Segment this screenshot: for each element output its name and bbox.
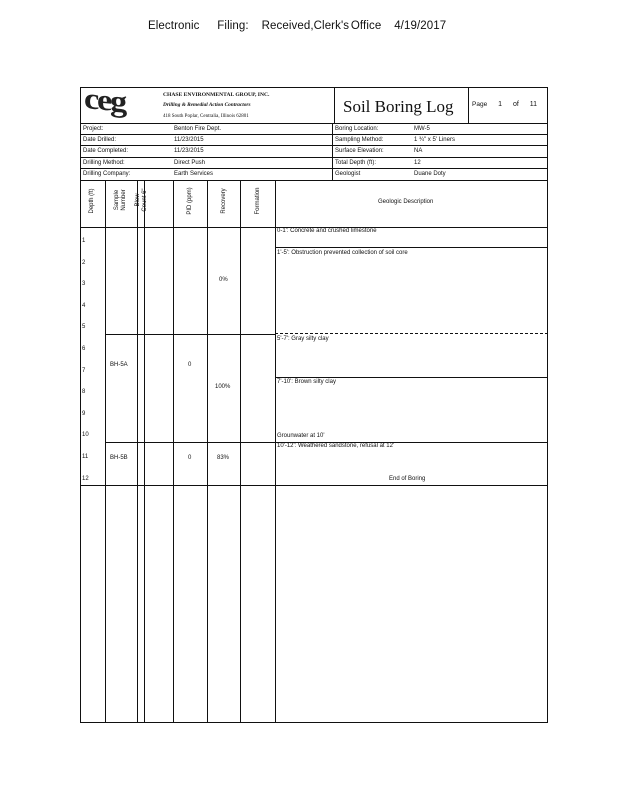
info-sampling-method-value: 1 ¾" x 5' Liners — [414, 137, 455, 143]
stamp-office: Office — [350, 20, 382, 32]
description-1: 0-1': Concrete and crushed limestone — [277, 228, 377, 234]
depth-8: 8 — [82, 389, 86, 395]
info-sampling-method-label: Sampling Method: — [335, 137, 384, 143]
col-recovery-header: Recovery — [221, 188, 227, 214]
page-current: 1 — [498, 101, 503, 108]
company-logo — [84, 82, 154, 124]
col-geologic-header: Geologic Description — [378, 199, 434, 205]
info-drilling-method-label: Drilling Method: — [83, 160, 125, 166]
info-boring-location-label: Boring Location: — [335, 126, 379, 132]
info-date-drilled-label: Date Drilled: — [83, 137, 117, 143]
stamp-date: 4/19/2017 — [394, 20, 447, 32]
page-indicator — [472, 101, 537, 108]
col-sample-header — [114, 173, 128, 227]
info-drilling-company-label: Drilling Company: — [83, 171, 131, 177]
depth-7: 7 — [82, 368, 86, 374]
info-date-completed-label: Date Completed: — [83, 148, 129, 154]
recovery-3: 83% — [217, 455, 230, 461]
company-tagline: Drilling & Remedial Action Contractors — [163, 102, 251, 108]
depth-4: 4 — [82, 303, 86, 309]
info-date-completed-value: 11/23/2015 — [174, 148, 204, 154]
recovery-2: 100% — [215, 384, 231, 390]
soil-boring-log-form — [80, 87, 548, 723]
col-formation-header: Formation — [255, 187, 261, 215]
info-total-depth-label: Total Depth (ft): — [335, 160, 377, 166]
filing-stamp — [148, 20, 446, 32]
depth-3: 3 — [82, 281, 86, 287]
info-drilling-method-value: Direct Push — [174, 160, 206, 166]
description-6: 10'-12': Weathered sandstone, refusal at 12' — [277, 443, 395, 449]
depth-2: 2 — [82, 260, 86, 266]
info-drilling-company-value: Earth Services — [174, 171, 214, 177]
description-2: 1'-5': Obstruction prevented collection of soil core — [277, 250, 408, 256]
depth-11: 11 — [82, 454, 89, 460]
info-surface-elevation-label: Surface Elevation: — [335, 148, 384, 154]
sample-number-1: BH-5A — [110, 362, 128, 368]
page-label: Page — [472, 101, 488, 108]
page-total: 11 — [529, 101, 538, 108]
description-end: End of Boring — [389, 476, 426, 482]
depth-6: 6 — [82, 346, 86, 352]
company-logo-text: ceg — [84, 82, 125, 119]
info-project-value: Benton Fire Dept. — [174, 126, 222, 132]
company-name: CHASE ENVIRONMENTAL GROUP, INC. — [163, 92, 270, 98]
depth-5: 5 — [82, 324, 86, 330]
col-blow-header-text: Blow Count 6" — [135, 188, 148, 212]
depth-12: 12 — [82, 476, 89, 482]
page-of: of — [513, 101, 519, 108]
sample-number-2: BH-5B — [110, 455, 128, 461]
form-title: Soil Boring Log — [343, 97, 454, 116]
recovery-1: 0% — [219, 277, 228, 283]
description-5: Grounwater at 10' — [277, 433, 325, 439]
depth-9: 9 — [82, 411, 86, 417]
col-sample-header-text: Sample Number — [114, 189, 127, 211]
info-boring-location-value: MW-5 — [414, 126, 430, 132]
info-geologist-value: Duane Doty — [414, 171, 446, 177]
depth-1: 1 — [82, 238, 86, 244]
description-4: 7'-10': Brown silty clay — [277, 379, 336, 385]
company-address: 418 South Poplar, Centralia, Illinois 62801 — [163, 114, 249, 119]
info-geologist-label: Geologist — [335, 171, 361, 177]
col-pid-header: PID (ppm) — [187, 187, 193, 215]
col-blow-header — [135, 178, 149, 222]
info-surface-elevation-value: NA — [414, 148, 423, 154]
sample-pid-2: 0 — [188, 455, 192, 461]
info-total-depth-value: 12 — [414, 160, 421, 166]
stamp-received: Received,Clerk's — [261, 20, 350, 32]
sample-pid-1: 0 — [188, 362, 192, 368]
col-depth-header: Depth (ft) — [89, 188, 95, 214]
info-date-drilled-value: 11/23/2015 — [174, 137, 204, 143]
stamp-electronic: Electronic — [148, 20, 200, 32]
description-3: 5'-7': Gray silty clay — [277, 336, 329, 342]
info-project-label: Project: — [83, 126, 104, 132]
depth-10: 10 — [82, 432, 89, 438]
stamp-filing: Filing: — [217, 20, 249, 32]
